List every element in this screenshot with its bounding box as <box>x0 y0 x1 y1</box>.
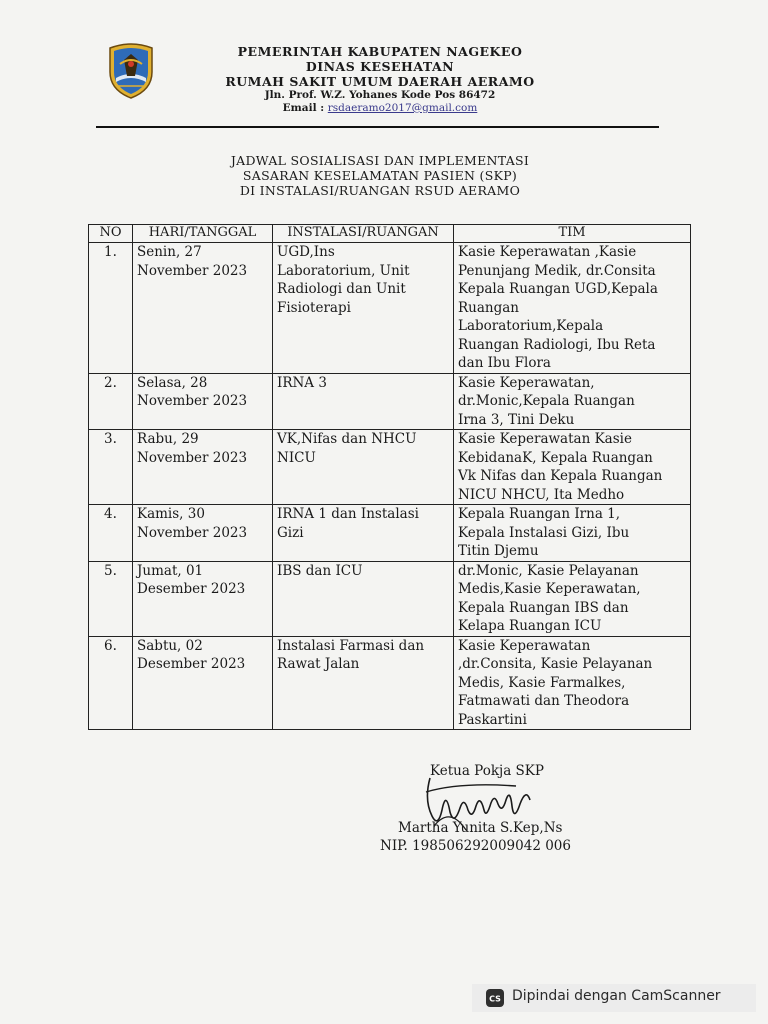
letterhead <box>200 44 560 115</box>
day-line: Kamis, 30 <box>137 506 205 522</box>
team-line: dan Ibu Flora <box>458 355 551 371</box>
letterhead-address: Jln. Prof. W.Z. Yohanes Kode Pos 86472 <box>264 89 496 101</box>
day-line: Desember 2023 <box>137 656 246 672</box>
cell-no <box>89 636 133 730</box>
letterhead-department: DINAS KESEHATAN <box>305 59 455 74</box>
room-line: Fisioterapi <box>277 299 351 316</box>
row-number: 3. <box>104 431 117 447</box>
team-line: Titin Djemu <box>458 543 539 559</box>
cell-room <box>273 636 454 730</box>
day-line: November 2023 <box>137 449 248 466</box>
title-line-3: DI INSTALASI/RUANGAN RSUD AERAMO <box>239 183 521 198</box>
header-day-date: HARI/TANGGAL <box>133 225 273 243</box>
letterhead-divider <box>96 126 659 128</box>
team-line: Fatmawati dan Theodora <box>458 693 630 709</box>
cell-no <box>89 373 133 430</box>
day-line: November 2023 <box>137 262 248 279</box>
day-line: November 2023 <box>137 524 248 541</box>
title-line-1: JADWAL SOSIALISASI DAN IMPLEMENTASI <box>230 153 530 168</box>
day-line: Sabtu, 02 <box>137 637 203 654</box>
camscanner-badge-icon <box>486 989 504 1007</box>
team-line: NICU NHCU, Ita Medho <box>458 486 625 503</box>
room-line: VK,Nifas dan NHCU <box>277 431 417 447</box>
row-number: 5. <box>104 562 117 579</box>
cell-team <box>454 373 691 430</box>
cell-day-date <box>133 373 273 430</box>
letterhead-government: PEMERINTAH KABUPATEN NAGEKEO <box>237 44 523 59</box>
cell-day-date <box>133 430 273 505</box>
cell-no <box>89 561 133 636</box>
day-line: November 2023 <box>137 393 248 409</box>
cell-room <box>273 561 454 636</box>
team-line: Kasie Keperawatan ,Kasie <box>458 244 637 260</box>
schedule-table <box>88 224 691 730</box>
signatory-nip: NIP. 198506292009042 006 <box>380 838 571 854</box>
team-line: KebidanaK, Kepala Ruangan <box>458 449 653 466</box>
camscanner-text: Dipindai dengan CamScanner <box>512 988 721 1004</box>
team-line: dr.Monic, Kasie Pelayanan <box>458 562 639 579</box>
team-line: Medis,Kasie Keperawatan, <box>458 581 641 597</box>
team-line: Ruangan <box>458 299 519 316</box>
day-line: Rabu, 29 <box>137 431 199 447</box>
cell-team <box>454 243 691 374</box>
room-line: Rawat Jalan <box>277 656 360 672</box>
regency-emblem-logo <box>106 42 156 100</box>
team-line: Kepala Ruangan IBS dan <box>458 599 629 616</box>
room-line: UGD,Ins <box>277 244 335 260</box>
row-number: 1. <box>104 244 117 260</box>
header-room: INSTALASI/RUANGAN <box>273 225 454 243</box>
day-line: Selasa, 28 <box>137 374 208 391</box>
header-no: NO <box>89 225 133 243</box>
document-title <box>120 153 640 198</box>
cell-room <box>273 505 454 562</box>
signatory-position: Ketua Pokja SKP <box>430 763 544 779</box>
team-line: Kasie Keperawatan Kasie <box>458 431 632 447</box>
table-header-row <box>89 225 691 243</box>
header-team: TIM <box>454 225 691 243</box>
cell-day-date <box>133 243 273 374</box>
team-line: Kepala Ruangan UGD,Kepala <box>458 281 658 297</box>
cell-team <box>454 636 691 730</box>
cell-day-date <box>133 636 273 730</box>
signatory-name: Martha Yunita S.Kep,Ns <box>398 820 563 836</box>
row-number: 4. <box>104 506 117 522</box>
team-line: Kasie Keperawatan, <box>458 374 595 391</box>
team-line: ,dr.Consita, Kasie Pelayanan <box>458 656 653 672</box>
team-line: Kepala Instalasi Gizi, Ibu <box>458 524 630 541</box>
cell-no <box>89 505 133 562</box>
table-row <box>89 373 691 430</box>
cell-team <box>454 430 691 505</box>
table-row <box>89 561 691 636</box>
team-line: Vk Nifas dan Kepala Ruangan <box>458 468 663 484</box>
row-number: 6. <box>104 637 117 654</box>
cell-no <box>89 430 133 505</box>
day-line: Senin, 27 <box>137 244 202 260</box>
room-line: Instalasi Farmasi dan <box>277 637 425 654</box>
day-line: Jumat, 01 <box>137 562 204 579</box>
svg-text:CS: CS <box>489 994 501 1004</box>
team-line: Paskartini <box>458 711 527 728</box>
title-line-2: SASARAN KESELAMATAN PASIEN (SKP) <box>242 168 518 183</box>
room-line: Radiologi dan Unit <box>277 281 406 297</box>
table-row <box>89 243 691 374</box>
table-row <box>89 505 691 562</box>
letterhead-email-line <box>200 102 560 115</box>
table-body <box>89 243 691 730</box>
cell-day-date <box>133 561 273 636</box>
email-label: Email : <box>282 102 328 114</box>
team-line: dr.Monic,Kepala Ruangan <box>458 393 635 409</box>
cell-room <box>273 243 454 374</box>
room-line: IRNA 3 <box>277 374 327 391</box>
room-line: Laboratorium, Unit <box>277 262 410 279</box>
room-line: NICU <box>277 449 316 466</box>
cell-day-date <box>133 505 273 562</box>
camscanner-watermark <box>472 984 756 1012</box>
letterhead-hospital: RUMAH SAKIT UMUM DAERAH AERAMO <box>225 74 535 89</box>
room-line: IRNA 1 dan Instalasi <box>277 506 419 522</box>
row-number: 2. <box>104 374 117 391</box>
team-line: Kepala Ruangan Irna 1, <box>458 506 621 522</box>
table-row <box>89 636 691 730</box>
room-line: Gizi <box>277 524 304 541</box>
cell-room <box>273 373 454 430</box>
team-line: Kelapa Ruangan ICU <box>458 618 602 634</box>
room-line: IBS dan ICU <box>277 562 363 579</box>
cell-team <box>454 561 691 636</box>
team-line: Kasie Keperawatan <box>458 637 591 654</box>
team-line: Penunjang Medik, dr.Consita <box>458 262 656 279</box>
cell-team <box>454 505 691 562</box>
team-line: Laboratorium,Kepala <box>458 318 604 334</box>
day-line: Desember 2023 <box>137 581 246 597</box>
cell-no <box>89 243 133 374</box>
team-line: Ruangan Radiologi, Ibu Reta <box>458 336 656 353</box>
table-row <box>89 430 691 505</box>
team-line: Irna 3, Tini Deku <box>458 411 575 428</box>
team-line: Medis, Kasie Farmalkes, <box>458 674 626 691</box>
cell-room <box>273 430 454 505</box>
email-link[interactable]: rsdaeramo2017@gmail.com <box>327 102 478 114</box>
